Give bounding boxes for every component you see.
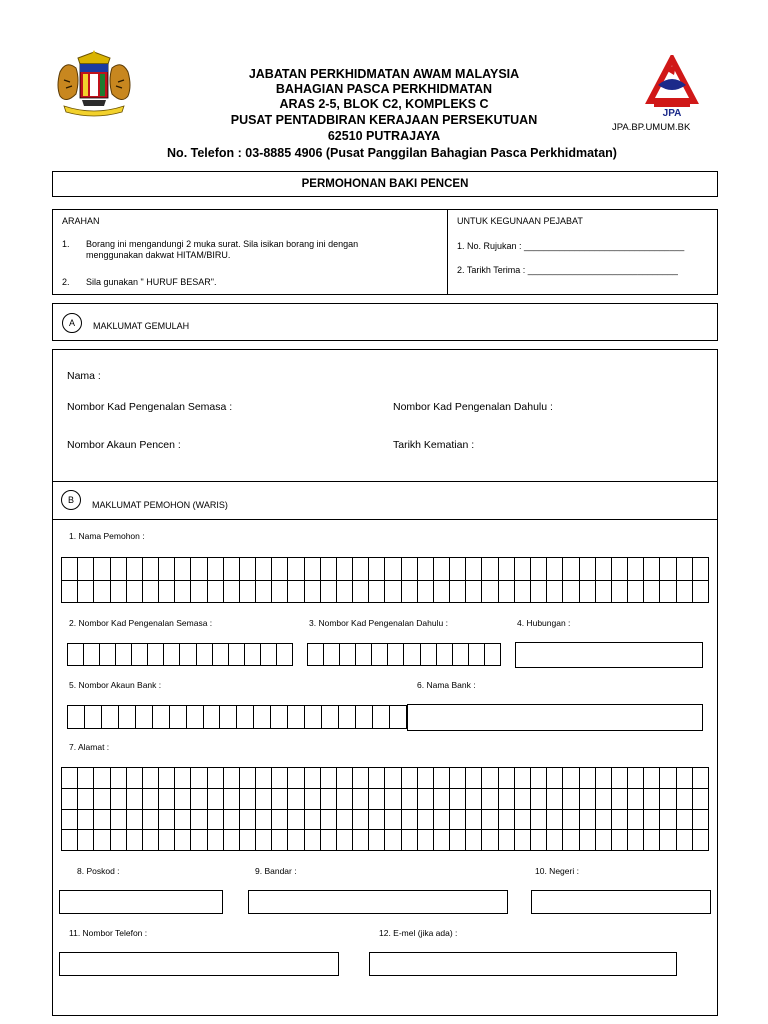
instruction-2-num: 2. [62,277,70,287]
pension-account-label: Nombor Akaun Pencen : [67,439,181,451]
applicant-ic-old-label: 3. Nombor Kad Pengenalan Dahulu : [309,618,448,628]
applicant-ic-current-label: 2. Nombor Kad Pengenalan Semasa : [69,618,213,628]
bank-name-label: 6. Nama Bank : [417,680,476,690]
header-line-5: 62510 PUTRAJAYA [327,129,441,143]
applicant-ic-old-grid[interactable] [307,643,501,666]
deceased-name-label: Nama : [67,370,101,382]
jpa-logo-icon [644,55,700,119]
office-date-received: 2. Tarikh Terima : ______________________________ [457,265,678,275]
instructions-heading: ARAHAN [62,216,100,226]
bank-account-label: 5. Nombor Akaun Bank : [69,680,162,690]
form-title-box [52,171,718,197]
postcode-field[interactable] [59,890,223,914]
state-field[interactable] [531,890,711,914]
applicant-ic-current-grid[interactable] [67,643,293,666]
section-b-circle: B [61,490,81,510]
bank-name-field[interactable] [407,704,703,731]
instruction-1-num: 1. [62,239,70,249]
applicant-name-label: 1. Nama Pemohon : [69,531,145,541]
applicant-name-grid[interactable] [61,557,709,603]
email-field[interactable] [369,952,677,976]
state-label: 10. Negeri : [535,866,579,876]
section-a-title: MAKLUMAT GEMULAH [93,321,190,331]
address-label: 7. Alamat : [69,742,110,752]
deceased-ic-old-label: Nombor Kad Pengenalan Dahulu : [393,401,553,413]
header-line-4: PUSAT PENTADBIRAN KERAJAAN PERSEKUTUAN [230,113,538,127]
jpa-logo-text: JPA [662,108,682,119]
header-phone-line: No. Telefon : 03-8885 4906 (Pusat Panggilan Bahagian Pasca Perkhidmatan) [167,146,617,160]
phone-field[interactable] [59,952,339,976]
bank-account-grid[interactable] [67,705,407,729]
section-b-title: MAKLUMAT PEMOHON (WARIS) [92,500,228,510]
relationship-label: 4. Hubungan : [517,618,571,628]
death-date-label: Tarikh Kematian : [393,439,475,451]
header-line-1: JABATAN PERKHIDMATAN AWAM MALAYSIA [248,67,520,81]
form-title: PERMOHONAN BAKI PENCEN [301,178,469,190]
instruction-1-text: Borang ini mengandungi 2 muka surat. Sila isikan borang ini dengan menggunakan dakwat HITAM/BIRU. [86,239,359,260]
header-line-3: ARAS 2-5, BLOK C2, KOMPLEKS C [279,97,489,111]
city-field[interactable] [248,890,508,914]
section-a-header [52,303,718,341]
deceased-ic-current-label: Nombor Kad Pengenalan Semasa : [67,401,233,413]
city-label: 9. Bandar : [255,866,297,876]
relationship-field[interactable] [515,642,703,668]
ref-code: JPA.BP.UMUM.BK [612,122,691,133]
office-ref-no: 1. No. Rujukan : ________________________________ [457,241,685,251]
email-label: 12. E-mel (jika ada) : [379,928,458,938]
instruction-2-text: Sila gunakan " HURUF BESAR". [86,277,217,287]
phone-label: 11. Nombor Telefon : [69,928,148,938]
header-line-2: BAHAGIAN PASCA PERKHIDMATAN [275,82,493,96]
address-grid[interactable] [61,767,709,851]
instructions-box [52,209,718,295]
section-a-circle: A [62,313,82,333]
postcode-label: 8. Poskod : [77,866,120,876]
office-use-heading: UNTUK KEGUNAAN PEJABAT [457,216,583,226]
